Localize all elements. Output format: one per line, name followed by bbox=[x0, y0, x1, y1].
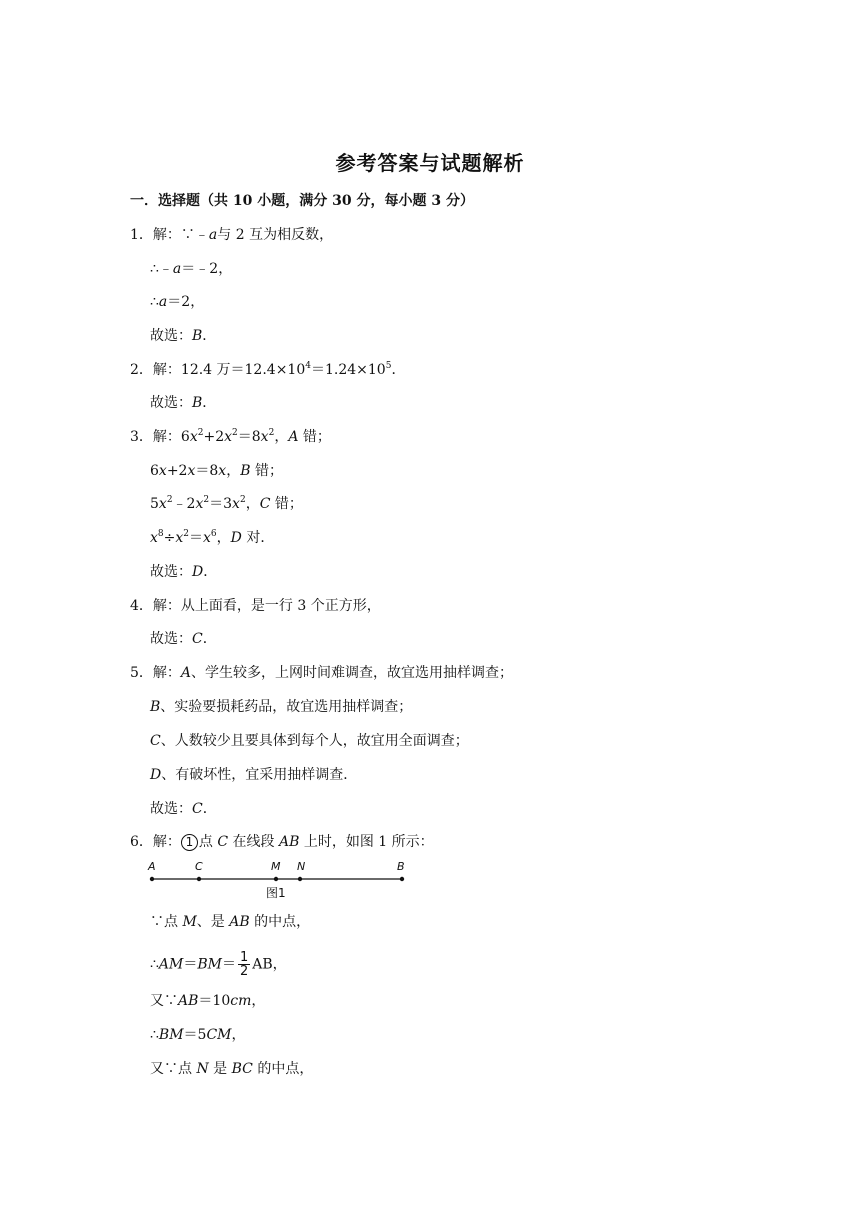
text: ． bbox=[202, 631, 217, 647]
text: 的中点， bbox=[252, 1061, 314, 1077]
text: ＝10 bbox=[198, 993, 231, 1009]
text: ， bbox=[274, 429, 289, 445]
var: AB bbox=[229, 914, 250, 930]
text: 、人数较少且要具体到每个人，故宜用全面调查； bbox=[160, 733, 469, 749]
text: ， bbox=[226, 463, 241, 479]
q2-answer bbox=[150, 393, 216, 413]
q6-line-3 bbox=[150, 951, 287, 978]
text: 故选： bbox=[150, 328, 192, 344]
point-n-label: N bbox=[297, 860, 306, 873]
text: +2 bbox=[203, 429, 225, 445]
text: ＝8 bbox=[195, 463, 219, 479]
text: 错； bbox=[298, 429, 331, 445]
figure-1-line-segment bbox=[146, 855, 412, 900]
var: x bbox=[218, 463, 227, 479]
text: ＝5 bbox=[183, 1027, 207, 1043]
q5-line-3 bbox=[150, 731, 469, 751]
var: CM bbox=[206, 1027, 232, 1043]
text: 故选： bbox=[150, 631, 192, 647]
point-c-dot bbox=[197, 877, 201, 881]
text: ＝﹣2， bbox=[181, 261, 233, 277]
text: AB， bbox=[252, 956, 287, 973]
text: 与 2 互为相反数， bbox=[217, 227, 334, 243]
exponent: 2 bbox=[232, 428, 238, 438]
text: ∵点 bbox=[150, 914, 183, 930]
text: ． bbox=[202, 801, 217, 817]
text: 5 bbox=[150, 496, 159, 512]
var: x bbox=[260, 429, 269, 445]
fraction-one-half bbox=[238, 951, 250, 978]
exponent: 2 bbox=[203, 495, 210, 505]
q6-line-1 bbox=[130, 832, 434, 852]
var: A bbox=[288, 429, 299, 445]
var: BM bbox=[158, 1027, 184, 1043]
var: AB bbox=[279, 834, 300, 850]
exponent: 2 bbox=[197, 428, 204, 438]
text: ＝ bbox=[189, 530, 204, 546]
var: D bbox=[230, 530, 242, 546]
text: 、学生较多，上网时间难调查，故宜选用抽样调查； bbox=[191, 665, 514, 681]
text: ﹣2 bbox=[172, 496, 196, 512]
text: ∴﹣ bbox=[150, 261, 173, 277]
q2-line-1 bbox=[130, 360, 405, 380]
text: ． bbox=[203, 564, 218, 580]
text: 又∵ bbox=[150, 993, 178, 1009]
var: N bbox=[196, 1061, 209, 1077]
var: BC bbox=[231, 1061, 253, 1077]
text: ＝8 bbox=[237, 429, 261, 445]
text: 3．解：6 bbox=[130, 429, 190, 445]
exponent: 2 bbox=[183, 529, 190, 539]
var: x bbox=[158, 496, 167, 512]
text: ＝2， bbox=[167, 294, 205, 310]
var: D bbox=[150, 767, 162, 783]
q3-line-4 bbox=[150, 528, 274, 548]
text: 是 bbox=[208, 1061, 232, 1077]
var: x bbox=[175, 530, 184, 546]
var: B bbox=[192, 328, 203, 344]
point-a-label: A bbox=[148, 860, 156, 873]
exponent: 2 bbox=[166, 495, 173, 505]
point-b-dot bbox=[400, 877, 404, 881]
q6-line-4 bbox=[150, 991, 265, 1011]
text: 点 bbox=[198, 834, 218, 850]
text: ∴ bbox=[150, 294, 159, 310]
denominator: 2 bbox=[240, 964, 249, 979]
point-a-dot bbox=[150, 877, 154, 881]
figure-caption: 图1 bbox=[266, 886, 286, 900]
text: ＝ bbox=[183, 956, 198, 973]
q6-line-5 bbox=[150, 1025, 246, 1045]
q4-line-1: 4．解：从上面看，是一行 3 个正方形， bbox=[130, 598, 381, 614]
q3-line-1 bbox=[130, 427, 331, 447]
var: A bbox=[180, 665, 192, 681]
var: x bbox=[224, 429, 233, 445]
q6-line-6 bbox=[150, 1059, 313, 1079]
var: C bbox=[192, 801, 203, 817]
q4-answer bbox=[150, 629, 217, 649]
text: ÷ bbox=[163, 530, 176, 546]
section-heading: 一．选择题（共 10 小题，满分 30 分，每小题 3 分） bbox=[130, 193, 474, 209]
var: C bbox=[150, 733, 161, 749]
exponent: 6 bbox=[210, 529, 217, 539]
var: cm bbox=[230, 993, 252, 1009]
text: ∴ bbox=[150, 1027, 159, 1043]
text: ＝3 bbox=[209, 496, 233, 512]
q1-line-2 bbox=[150, 259, 232, 279]
exponent: 2 bbox=[268, 428, 275, 438]
text: 、实验要损耗药品，故宜选用抽样调查； bbox=[160, 699, 413, 715]
text: ＝ bbox=[222, 956, 236, 973]
var: x bbox=[203, 530, 211, 546]
point-c-label: C bbox=[195, 860, 203, 873]
text: ， bbox=[245, 496, 260, 512]
var: x bbox=[150, 530, 158, 546]
text: 的中点， bbox=[249, 914, 311, 930]
text: 又∵点 bbox=[150, 1061, 197, 1077]
text: 故选： bbox=[150, 395, 192, 411]
point-n-dot bbox=[298, 877, 302, 881]
text: 错； bbox=[250, 463, 283, 479]
point-m-dot bbox=[274, 877, 278, 881]
var: AM bbox=[158, 956, 184, 973]
text: 上时，如图 1 所示： bbox=[299, 834, 434, 850]
exponent: 5 bbox=[385, 361, 392, 371]
text: 、有破坏性，宜采用抽样调查． bbox=[161, 767, 358, 783]
q1-answer bbox=[150, 326, 216, 346]
numerator: 1 bbox=[240, 950, 249, 965]
q5-line-1 bbox=[130, 663, 513, 683]
var: x bbox=[189, 429, 198, 445]
text: ． bbox=[202, 395, 217, 411]
var: BM bbox=[197, 956, 222, 973]
text: 错； bbox=[270, 496, 303, 512]
point-b-label: B bbox=[397, 860, 405, 873]
circled-number: 1 bbox=[181, 834, 198, 851]
q5-answer bbox=[150, 799, 217, 819]
text: 6 bbox=[150, 463, 159, 479]
point-m-label: M bbox=[271, 860, 281, 873]
var: B bbox=[192, 395, 203, 411]
var: C bbox=[217, 834, 229, 850]
q5-line-2 bbox=[150, 697, 412, 717]
text: ＝1.24×10 bbox=[310, 362, 386, 378]
text: ， bbox=[231, 1027, 246, 1043]
var: AB bbox=[178, 993, 199, 1009]
text: 、是 bbox=[196, 914, 230, 930]
q3-line-3 bbox=[150, 494, 303, 514]
text: +2 bbox=[166, 463, 188, 479]
q6-line-2 bbox=[150, 912, 310, 932]
exponent: 4 bbox=[305, 361, 311, 371]
var: D bbox=[192, 564, 204, 580]
text: ． bbox=[202, 328, 217, 344]
text: 5．解： bbox=[130, 665, 181, 681]
text: 故选： bbox=[150, 801, 192, 817]
q3-answer bbox=[150, 562, 217, 582]
var: x bbox=[232, 496, 240, 512]
var: M bbox=[182, 914, 197, 930]
var: x bbox=[158, 463, 167, 479]
exponent: 2 bbox=[239, 495, 246, 505]
var: C bbox=[259, 496, 271, 512]
text: ∴ bbox=[150, 956, 159, 973]
q3-line-2 bbox=[150, 461, 283, 481]
text: ， bbox=[216, 530, 231, 546]
text: 6．解： bbox=[130, 834, 181, 850]
q1-line-1 bbox=[130, 225, 333, 245]
var: B bbox=[240, 463, 251, 479]
text: 2．解：12.4 万＝12.4×10 bbox=[130, 362, 306, 378]
var: B bbox=[150, 699, 161, 715]
text: 对． bbox=[241, 530, 275, 546]
text: 1．解：∵﹣ bbox=[130, 227, 209, 243]
page-title: 参考答案与试题解析 bbox=[335, 151, 525, 175]
text: ， bbox=[251, 993, 266, 1009]
var: x bbox=[195, 496, 204, 512]
text: ． bbox=[391, 362, 406, 378]
var: a bbox=[158, 294, 168, 310]
var: a bbox=[172, 261, 182, 277]
var: a bbox=[208, 227, 218, 243]
q1-line-3 bbox=[150, 292, 204, 312]
text: 故选： bbox=[150, 564, 192, 580]
var: x bbox=[187, 463, 196, 479]
text: 在线段 bbox=[228, 834, 279, 850]
var: C bbox=[192, 631, 203, 647]
exponent: 8 bbox=[157, 529, 164, 539]
q5-line-4 bbox=[150, 765, 357, 785]
